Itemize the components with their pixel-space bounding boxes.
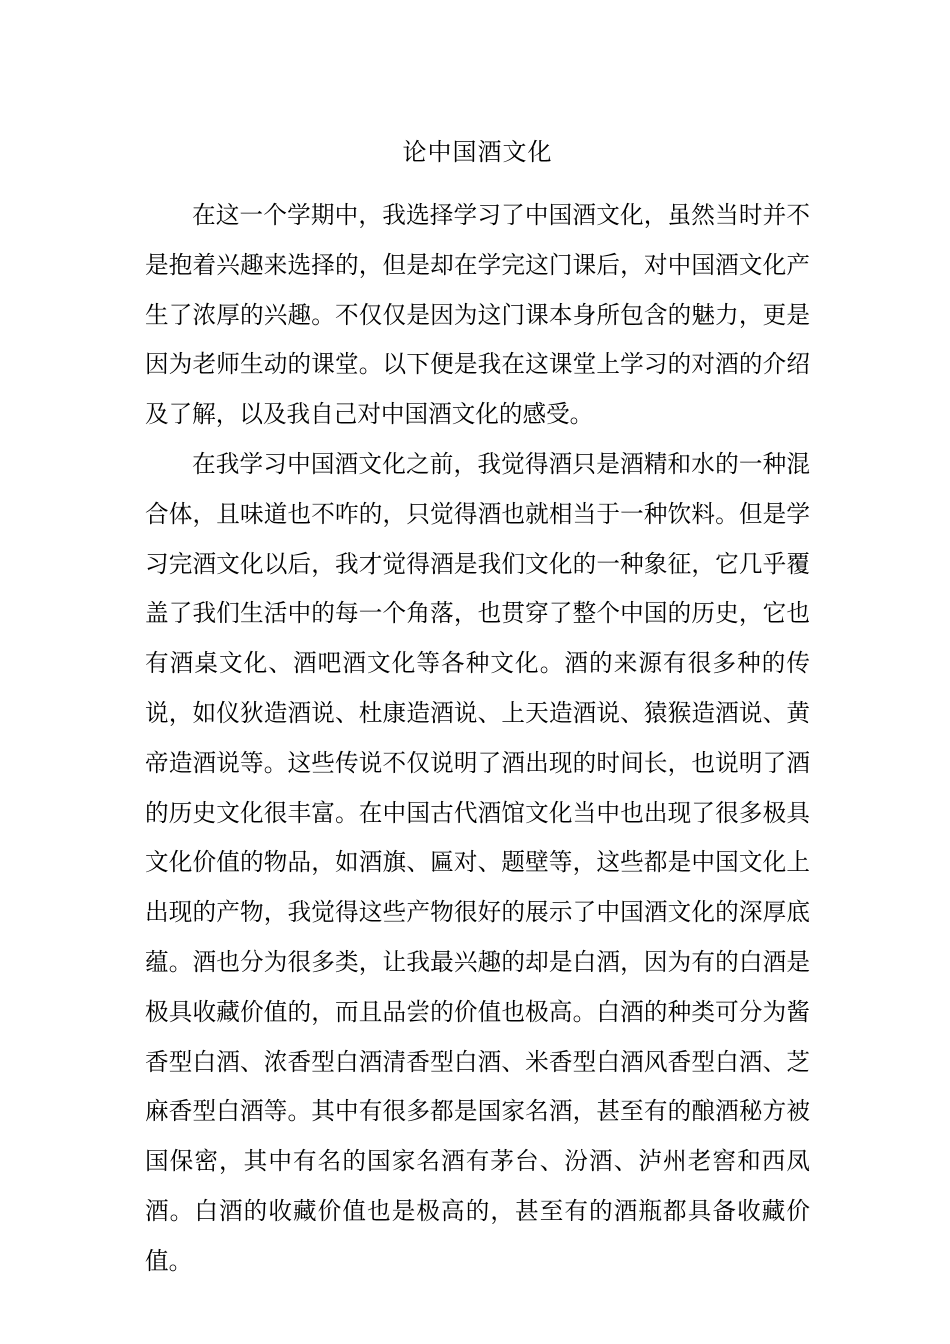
paragraph-1: 在这一个学期中，我选择学习了中国酒文化，虽然当时并不是抱着兴趣来选择的，但是却在学完这门课后，对中国酒文化产生了浓厚的兴趣。不仅仅是因为这门课本身所包含的魅力，更是因为老师生动的课堂。以下便是我在这课堂上学习的对酒的介绍及了解，以及我自己对中国酒文化的感受。	[145, 201, 810, 429]
document-title: 论中国酒文化	[402, 138, 553, 166]
paragraph-2: 在我学习中国酒文化之前，我觉得酒只是酒精和水的一种混合体，且味道也不咋的，只觉得酒也就相当于一种饮料。但是学习完酒文化以后，我才觉得酒是我们文化的一种象征，它几乎覆盖了我们生活中的每一个角落，也贯穿了整个中国的历史，它也有酒桌文化、酒吧酒文化等各种文化。酒的来源有很多种的传说，如仪狄造酒说、杜康造酒说、上天造酒说、猿猴造酒说、黄帝造酒说等。这些传说不仅说明了酒出现的时间长，也说明了酒的历史文化很丰富。在中国古代酒馆文化当中也出现了很多极具文化价值的物品，如酒旗、匾对、题壁等，这些都是中国文化上出现的产物，我觉得这些产物很好的展示了中国酒文化的深厚底蕴。酒也分为很多类，让我最兴趣的却是白酒，因为有的白酒是极具收藏价值的，而且品尝的价值也极高。白酒的种类可分为酱香型白酒、浓香型白酒清香型白酒、米香型白酒风香型白酒、芝麻香型白酒等。其中有很多都是国家名酒，甚至有的酿酒秘方被国保密，其中有名的国家名酒有茅台、汾酒、泸州老窖和西凤酒。白酒的收藏价值也是极高的，甚至有的酒瓶都具备收藏价值。	[145, 449, 810, 1275]
